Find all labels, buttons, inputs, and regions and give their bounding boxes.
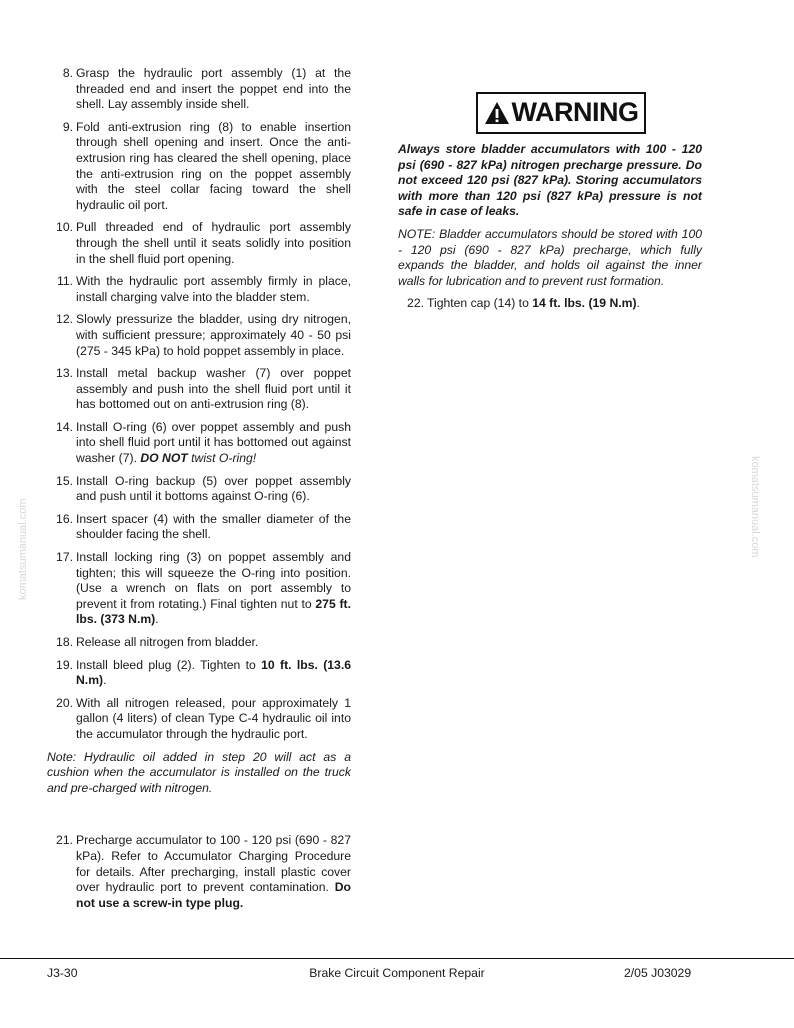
step-text: Fold anti-extrusion ring (8) to enable insertion through shell opening and insert. Once the anti-extrusion ring has cleared the shell opening, place the anti-extrusion ring on the poppet assembly with the steel collar facing toward the shell hydraulic oil port. (76, 119, 351, 212)
left-column (47, 66, 351, 918)
right-column (398, 92, 702, 319)
step-item (47, 696, 351, 743)
footer-rule (0, 958, 794, 959)
step-number: 20. (56, 695, 73, 710)
step-item (47, 220, 351, 267)
step-number: 12. (56, 312, 73, 327)
step-text: Install metal backup washer (7) over poppet assembly and push into the shell fluid port until it has bottomed out on anti-extrusion ring (8). (76, 366, 351, 412)
warning-banner (476, 92, 646, 134)
step-item (47, 512, 351, 543)
step-number: 21. (56, 833, 73, 848)
watermark-right: komatsumanual.com (749, 456, 761, 558)
step-text: With the hydraulic port assembly firmly in place, install charging valve into the bladder stem. (76, 274, 351, 304)
step-text: Install O-ring backup (5) over poppet assembly and push until it bottoms against O-ring (6). (76, 473, 351, 504)
page-number: J3-30 (47, 966, 78, 980)
step-item (47, 420, 351, 467)
step-text: With all nitrogen released, pour approximately 1 gallon (4 liters) of clean Type C-4 hydraulic oil into the accumulator through the hydraulic port. (76, 695, 351, 741)
step-number: 18. (56, 635, 73, 649)
step-number: 15. (56, 473, 73, 488)
step-number: 22. (407, 296, 424, 311)
warning-label: WARNING (511, 97, 639, 128)
step-item (47, 312, 351, 359)
warning-text: Always store bladder accumulators with 100 - 120 psi (690 - 827 kPa) nitrogen precharge pressure. Do not exceed 120 psi (827 kPa). Storing accumulators with more than 120 psi (827 kPa) pressure is not safe in case of leaks. (398, 142, 702, 219)
watermark-left: komatsumanual.com (17, 498, 29, 600)
doc-date-code: 2/05 J03029 (624, 966, 692, 980)
step-text: Pull threaded end of hydraulic port assembly through the shell until it seats solidly into position in the shell fluid port opening. (76, 220, 351, 266)
step-number: 14. (56, 419, 73, 434)
step-number: 16. (56, 511, 73, 526)
step-item (47, 550, 351, 628)
step-text: Install O-ring (6) over poppet assembly and push into shell fluid port until it has bottomed out against washer (7). DO NOT twist O-ring! (76, 419, 351, 466)
step-number: 9. (62, 119, 73, 134)
step-number: 17. (56, 550, 73, 565)
step-text: Grasp the hydraulic port assembly (1) at the threaded end and insert the poppet end into the shell. Lay assembly inside shell. (76, 66, 351, 112)
step-number: 10. (56, 220, 73, 235)
warning-triangle-icon (484, 101, 510, 125)
step-text: Install locking ring (3) on poppet assembly and tighten; this will squeeze the O-ring into position. (Use a wrench on flats on port assembly to prevent it from rotating.) Final tighten nut to 275 ft. lbs. (373 N.m). (76, 550, 351, 627)
step-number: 8. (62, 66, 73, 80)
step-text: Precharge accumulator to 100 - 120 psi (690 - 827 kPa). Refer to Accumulator Charging Procedure for details. After precharging, install plastic cover over hydraulic port to prevent contamination. Do not use a screw-in type plug. (76, 833, 351, 910)
section-title: Brake Circuit Component Repair (309, 966, 485, 980)
step-item (47, 658, 351, 689)
step-item (47, 635, 351, 651)
step-text: Install bleed plug (2). Tighten to 10 ft. lbs. (13.6 N.m). (76, 657, 351, 688)
step-item (47, 274, 351, 305)
storage-note: NOTE: Bladder accumulators should be stored with 100 - 120 psi (690 - 827 kPa) precharge, which fully expands the bladder, and holds oil against the inner walls for lubrication and to prevent rust formation. (398, 226, 702, 288)
step-22 (398, 296, 702, 312)
step-item (47, 366, 351, 413)
step-number: 11. (56, 274, 73, 289)
step-21 (47, 833, 351, 911)
step-text: Insert spacer (4) with the smaller diameter of the shoulder facing the shell. (76, 511, 351, 542)
step-text: Release all nitrogen from bladder. (76, 635, 259, 649)
step-text: Slowly pressurize the bladder, using dry nitrogen, with sufficient pressure; approximately 40 - 50 psi (275 - 345 kPa) to hold poppet assembly in place. (76, 312, 351, 358)
step-item (47, 66, 351, 113)
step-number: 13. (56, 366, 73, 381)
step-item (47, 474, 351, 505)
step-list (47, 66, 351, 743)
step-number: 19. (56, 657, 73, 672)
step-item (47, 120, 351, 214)
step-text: Tighten cap (14) to 14 ft. lbs. (19 N.m). (427, 296, 640, 311)
hydraulic-oil-note: Note: Hydraulic oil added in step 20 will act as a cushion when the accumulator is installed on the truck and pre-charged with nitrogen. (47, 749, 351, 795)
